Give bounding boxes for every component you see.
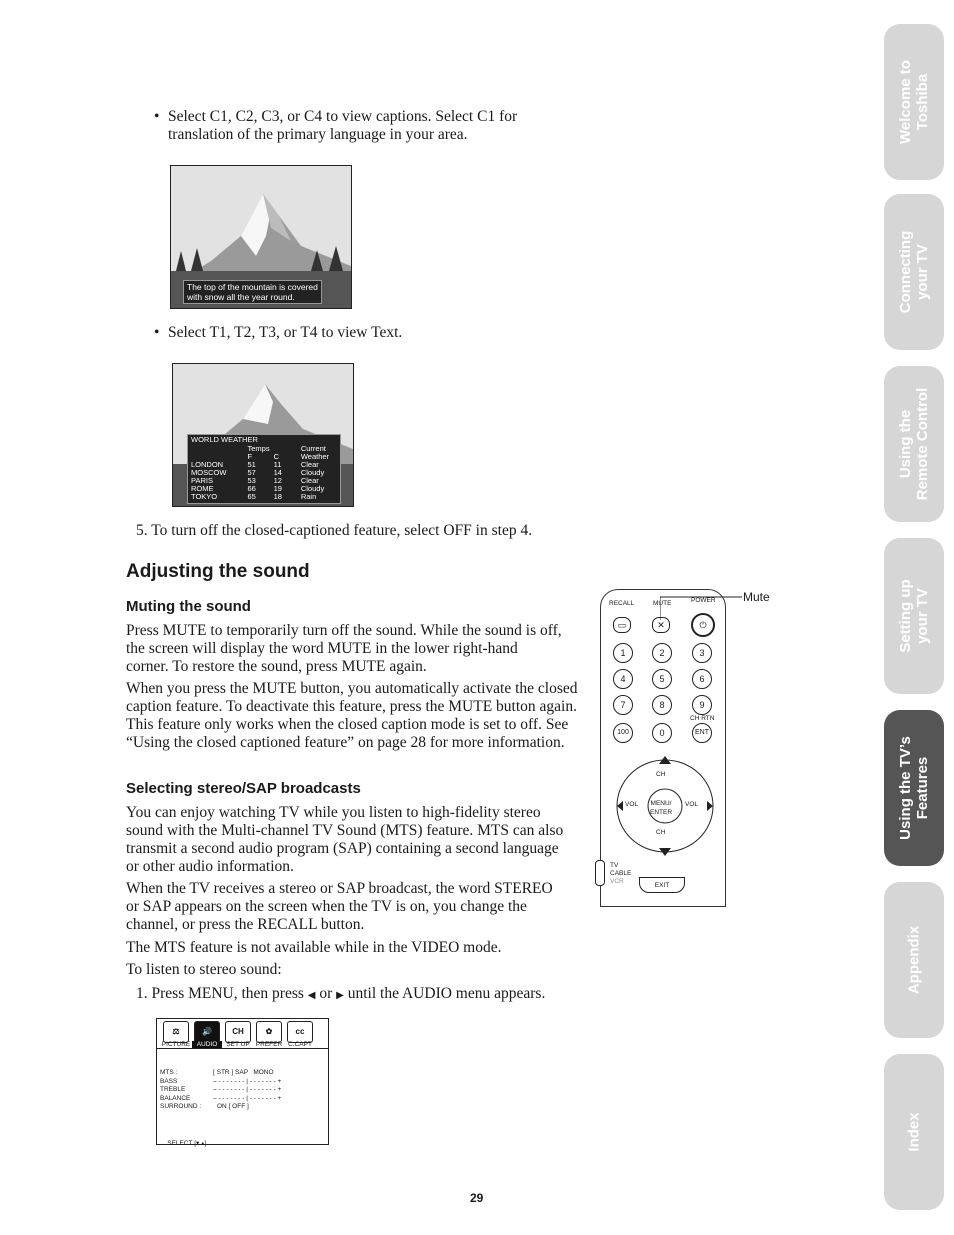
menu-tab-setup[interactable]: SET UP [226,1041,250,1048]
weather-cell: Rain [300,492,317,501]
mute-label: MUTE [653,600,672,607]
digit-button-1[interactable]: 1 [613,643,633,663]
digit-button-3[interactable]: 3 [692,643,712,663]
menu-row-label: MTS : [160,1069,178,1076]
digit-button-4[interactable]: 4 [613,669,633,689]
menu-row-value[interactable]: – - - - - - - - | - - - - - - - + [213,1094,282,1102]
weather-cell: 66 [247,484,256,493]
menu-row-label: BASS [160,1077,178,1085]
menu-row-value[interactable]: ON [ OFF ] [217,1103,249,1110]
stereo-heading: Selecting stereo/SAP broadcasts [126,780,361,797]
menu-row-value[interactable]: [ STR ] SAP MONO [213,1069,274,1076]
cable-label: CABLE [610,870,632,877]
tv-label: TV [610,862,619,869]
picture-icon[interactable]: ⚖ [163,1021,189,1043]
digit-button-8[interactable]: 8 [652,695,672,715]
mute-callout-label: Mute [743,590,770,604]
side-tab-label: Welcome to Toshiba [897,60,931,144]
stereo-paragraph-2: When the TV receives a stereo or SAP broadcast, the word STEREO or SAP appears on the screen when the TV is on, you change the channel, or press the RECALL button. [126,880,553,933]
digit-button-0[interactable]: 0 [652,723,672,743]
select-label: SELECT [ [167,1140,197,1147]
weather-cell: Clear [300,476,319,485]
digit-button-6[interactable]: 6 [692,669,712,689]
ch-up-label: CH [656,771,666,778]
side-tab-0[interactable] [884,24,944,180]
recall-button[interactable]: ▭ [613,617,631,633]
weather-cell: 51 [247,460,256,469]
menu-row-label: SURROUND : [160,1103,202,1110]
side-tab-3[interactable] [884,538,944,694]
muting-heading: Muting the sound [126,598,251,615]
prefer-icon[interactable]: ✿ [256,1021,282,1043]
vol-up-icon [707,801,713,811]
muting-paragraph-2: When you press the MUTE button, you automatically activate the closed caption feature. To deactivate this feature, press the MUTE button again. This feature only works when the closed caption mode is set to off. See “Using the closed captioned feature” on page 28 for more information. [126,680,578,751]
vol-down-icon [617,801,623,811]
stereo-paragraph-4: To listen to stereo sound: [126,961,282,978]
vol-left-label: VOL [625,801,639,808]
tv-screen-captions [170,165,352,309]
side-tab-6[interactable] [884,1054,944,1210]
menu-tab-audio[interactable]: AUDIO [192,1041,222,1048]
digit-button-9[interactable]: 9 [692,695,712,715]
mute-callout-line [660,592,745,622]
digit-button-ent[interactable]: ENT [692,723,712,743]
right-arrow-icon: ▶ [336,990,344,1001]
tv-screen-text [172,363,354,507]
side-tab-label: Appendix [905,925,923,995]
side-tab-label: Using the Remote Control [897,387,931,501]
weather-cell: Weather [300,452,330,461]
menu-enter-line: MENU/ [650,800,672,807]
bullet-text: • Select T1, T2, T3, or T4 to view Text. [168,324,548,342]
weather-cell [189,445,246,453]
weather-cell: Temps [247,444,270,453]
menu-row-value[interactable]: – - - - - - - - | - - - - - - - + [213,1086,282,1093]
left-arrow-icon: ◀ [307,990,316,1001]
remote-control [600,589,726,907]
weather-cell: 57 [247,468,256,477]
audio-icon[interactable]: 🔊 [194,1021,220,1043]
weather-title: WORLD WEATHER [191,435,258,444]
digit-button-2[interactable]: 2 [652,643,672,663]
menu-tab-prefer[interactable]: PREFER [255,1041,283,1048]
down-arrow-icon: ▾ [196,1140,200,1147]
weather-cell: LONDON [191,460,224,469]
exit-label: EXIT [654,882,670,889]
side-tab-1[interactable] [884,194,944,350]
digit-button-5[interactable]: 5 [652,669,672,689]
menu-tab-ccapt[interactable]: C.CAPT [288,1041,312,1048]
up-arrow-icon: ▴ [201,1140,205,1147]
recall-label: RECALL [609,600,635,607]
weather-cell: ROME [191,484,214,493]
weather-cell: C [273,452,280,461]
weather-cell: 11 [273,460,282,469]
weather-cell: MOSCOW [191,468,227,477]
side-tab-label: Setting up your TV [897,579,931,653]
section-title: Adjusting the sound [126,561,310,582]
digit-button-7[interactable]: 7 [613,695,633,715]
exit-button[interactable] [639,877,685,893]
weather-cell: Cloudy [300,484,325,493]
ch-down-label: CH [656,829,666,836]
bullet-captions: • Select C1, C2, C3, or C4 to view captions. Select C1 for translation of the primary language in your area. [168,108,548,144]
digit-button-100[interactable]: 100 [613,723,633,743]
muting-paragraph-1: Press MUTE to temporarily turn off the sound. While the sound is off, the screen will display the word MUTE in the lower right-hand corner. To restore the sound, press MUTE again. [126,622,562,675]
audio-menu-screen [156,1018,329,1145]
weather-cell: TOKYO [191,492,218,501]
weather-cell: 12 [273,476,282,485]
side-tab-4[interactable] [884,710,944,866]
step-1-part-a: 1. Press MENU, then press [136,985,304,1002]
menu-enter-button[interactable] [650,799,672,817]
setup-icon[interactable]: CH [225,1021,251,1043]
power-button[interactable]: ⏻ [691,613,715,637]
ch-rtn-label: CH RTN [690,715,715,722]
weather-cell: 65 [247,492,256,501]
mute-button[interactable]: ✕ [652,617,670,633]
weather-cell: 18 [273,492,282,501]
power-label: POWER [691,597,716,604]
weather-cell: 19 [273,484,282,493]
stereo-paragraph-1: You can enjoy watching TV while you listen to high-fidelity stereo sound with the Multi-channel TV Sound (MTS) feature. MTS can also transmit a second audio program (SAP) containing a second language or other audio information. [126,804,564,875]
weather-cell: Current [300,444,326,453]
ccapt-icon[interactable]: cc [287,1021,313,1043]
step-1-part-b: or [319,985,333,1002]
menu-row-value[interactable]: – - - - - - - - | - - - - - - - + [213,1077,282,1085]
menu-row-label: BALANCE [160,1094,191,1102]
weather-row [189,493,340,501]
stereo-paragraph-3: The MTS feature is not available while in the VIDEO mode. [126,939,502,956]
caption-line: The top of the mountain is covered [187,282,318,292]
weather-text-box [187,434,341,504]
weather-cell: Clear [300,460,319,469]
step-1 [136,985,576,1005]
page-number: 29 [470,1191,484,1205]
step-1-part-c: until the AUDIO menu appears. [347,985,546,1002]
weather-cell: F [247,452,253,461]
vol-right-label: VOL [685,801,699,808]
weather-table [189,445,340,501]
mode-switch[interactable] [595,860,605,886]
side-tab-label: Using the TV’s Features [897,736,931,840]
mode-switch-labels [610,862,631,886]
menu-row-label: TREBLE [160,1086,186,1093]
vcr-label: VCR [610,878,624,885]
side-tab-2[interactable] [884,366,944,522]
menu-tab-picture[interactable]: PICTURE [161,1041,191,1048]
weather-cell: 14 [273,468,282,477]
caption-box [183,280,322,304]
menu-enter-line: ENTER [650,809,673,816]
side-tab-label: Index [905,1112,923,1152]
side-tab-label: Connecting your TV [897,230,931,314]
caption-line: with snow all the year round. [187,292,295,302]
weather-cell: 53 [247,476,256,485]
weather-cell: PARIS [191,476,213,485]
step-5: 5. To turn off the closed-captioned feature, select OFF in step 4. [136,522,533,539]
weather-cell: Cloudy [300,468,325,477]
side-tab-5[interactable] [884,882,944,1038]
menu-select-hint: SELECT [▾ ▴] [167,1140,207,1147]
